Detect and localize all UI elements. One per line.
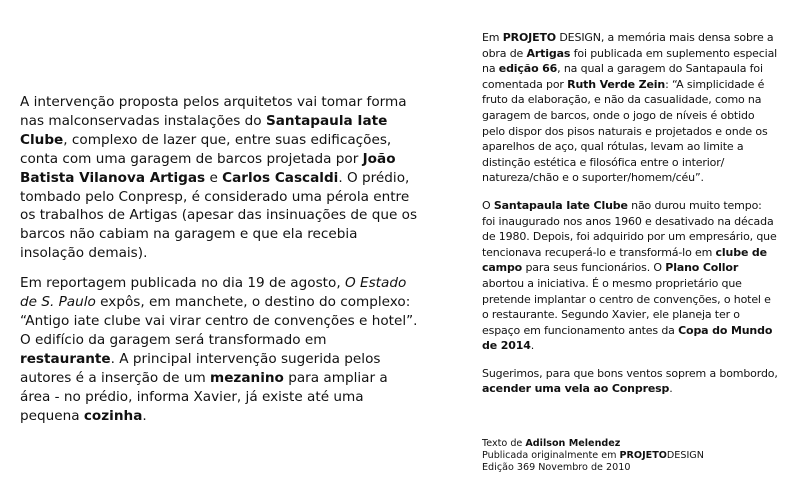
emphasis: Santapaula Iate Clube	[493, 198, 628, 212]
article-left-column	[20, 93, 420, 436]
emphasis: Santapaula Iate Clube	[20, 112, 388, 148]
text: não durou muito tempo: foi inaugurado nos anos 1960 e desativado na década de 1980. Depois, foi adquirido por um empresário, que tencionava recuperá-lo e transformá-lo em	[482, 198, 777, 259]
emphasis: Carlos Cascaldi	[222, 169, 339, 186]
emphasis: João Batista Vilanova Artigas	[20, 150, 396, 186]
text: DESIGN, a memória mais densa sobre a obra de	[482, 31, 774, 60]
credit-publication	[482, 450, 782, 462]
emphasis: Ruth Verde Zein	[567, 77, 666, 91]
text: Em reportagem publicada no dia 19 de agosto,	[20, 275, 345, 292]
text: Publicada originalmente em	[482, 450, 620, 462]
text: expôs, em manchete, o destino do complexo: “Antigo iate clube vai virar centro de convenções e hotel”. O edifício da garagem será transformado em	[20, 294, 418, 348]
emphasis: Copa do Mundo de 2014	[482, 323, 773, 353]
emphasis: mezanino	[210, 369, 284, 386]
text: abortou a iniciativa. É o mesmo proprietário que pretende implantar o centro de convenções, o hotel e o restaurante. Segundo Xavier, ele planeja ter o espaço em funcionamento antes da	[482, 276, 771, 337]
emphasis: Plano Collor	[665, 261, 739, 275]
text: e	[205, 169, 223, 186]
right-paragraph-3	[482, 366, 778, 397]
text: .	[142, 407, 147, 424]
text: , complexo de lazer que, entre suas edificações, conta com uma garagem de barcos projetada por	[20, 131, 392, 167]
article-credits	[482, 438, 782, 475]
emphasis: acender uma vela ao Conpresp	[482, 382, 670, 396]
credit-author	[482, 438, 782, 450]
text: Em	[482, 31, 503, 44]
text: : “A simplicidade é fruto da elaboração, e não da casualidade, como na garagem de barcos, onde o jogo de níveis é obtido pelo dispor dos pisos naturais e projetados e onde os aparelhos de aço, qual rótulas, levam ao limite a distinção estética e filosófica entre o interior/ natureza/chão e o suporter/homem/céu”.	[482, 77, 768, 185]
left-paragraph-2	[20, 274, 420, 425]
emphasis: PROJETO	[502, 31, 557, 44]
left-paragraph-1	[20, 93, 420, 263]
emphasis: Artigas	[526, 46, 571, 60]
emphasis: cozinha	[83, 407, 143, 424]
text: . O prédio, tombado pelo Conpresp, é considerado uma pérola entre os trabalhos de Artigas (apesar das insinuações de que os barcos não cabiam na garagem e que ela recebia insolação demais).	[20, 169, 418, 262]
text: A intervenção proposta pelos arquitetos vai tomar forma nas malconservadas instalações do	[20, 94, 407, 129]
emphasis: edição 66	[498, 62, 558, 76]
right-paragraph-2	[482, 198, 778, 354]
emphasis: clube de campo	[482, 245, 767, 275]
text: para ampliar a área - no prédio, informa Xavier, já existe até uma pequena	[20, 369, 388, 424]
text: .	[530, 339, 535, 353]
text: . A principal intervenção sugerida pelos autores é a inserção de um	[20, 350, 381, 386]
credit-edition: Edição 369 Novembro de 2010	[482, 462, 631, 474]
article-right-column	[482, 30, 778, 409]
brand-name-bold: PROJETO	[619, 450, 667, 462]
text: foi publicada em suplemento especial na	[482, 46, 778, 76]
right-paragraph-1	[482, 30, 778, 186]
emphasis: restaurante	[20, 350, 111, 367]
text: , na qual a garagem do Santapaula foi comentada por	[482, 62, 763, 91]
text: para seus funcionários. O	[522, 261, 666, 275]
text: .	[669, 382, 673, 396]
newspaper-title: O Estado de S. Paulo	[20, 275, 407, 311]
brand-name-rest: DESIGN	[666, 450, 704, 462]
text: O	[482, 198, 494, 212]
text: Texto de	[482, 438, 526, 449]
author-name: Adilson Melendez	[525, 438, 621, 449]
text: Sugerimos, para que bons ventos soprem a bombordo,	[482, 366, 778, 380]
